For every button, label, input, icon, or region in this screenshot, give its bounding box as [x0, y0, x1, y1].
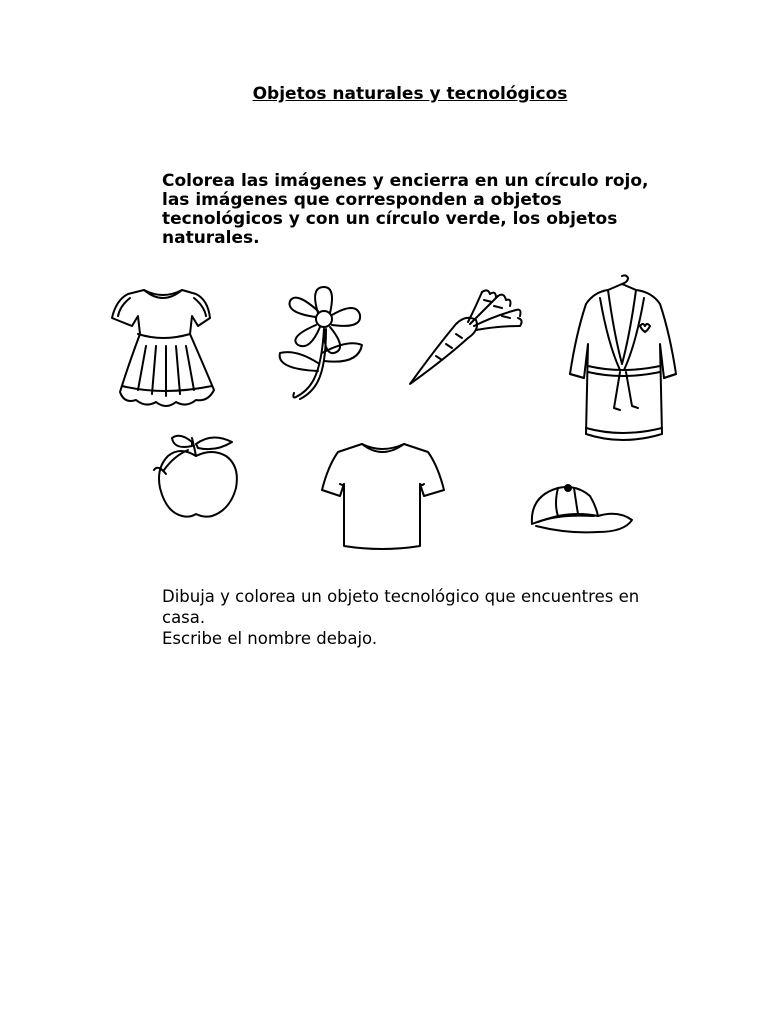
flower-illustration — [274, 283, 370, 403]
carrot-icon — [406, 286, 526, 388]
cap-icon — [528, 482, 634, 538]
task-line: Escribe el nombre debajo. — [162, 629, 378, 648]
flower-icon — [274, 283, 370, 403]
bathrobe-icon — [564, 274, 682, 452]
dress-icon — [108, 286, 218, 412]
carrot-illustration — [406, 286, 526, 388]
tshirt-icon — [320, 440, 446, 552]
dress-illustration — [108, 286, 218, 412]
drawing-task — [162, 586, 682, 649]
tshirt-illustration — [320, 440, 446, 552]
apple-icon — [150, 430, 244, 520]
cap-illustration — [528, 482, 634, 538]
instructions-text: Colorea las imágenes y encierra en un círculo rojo, las imágenes que corresponden a objetos tecnológicos y con un círculo verde, los objetos naturales. — [162, 171, 649, 248]
page-title: Objetos naturales y tecnológicos — [252, 84, 568, 104]
task-line: Dibuja y colorea un objeto tecnológico que encuentres en casa. — [162, 587, 640, 627]
apple-illustration — [150, 430, 244, 520]
bathrobe-illustration — [564, 274, 682, 452]
